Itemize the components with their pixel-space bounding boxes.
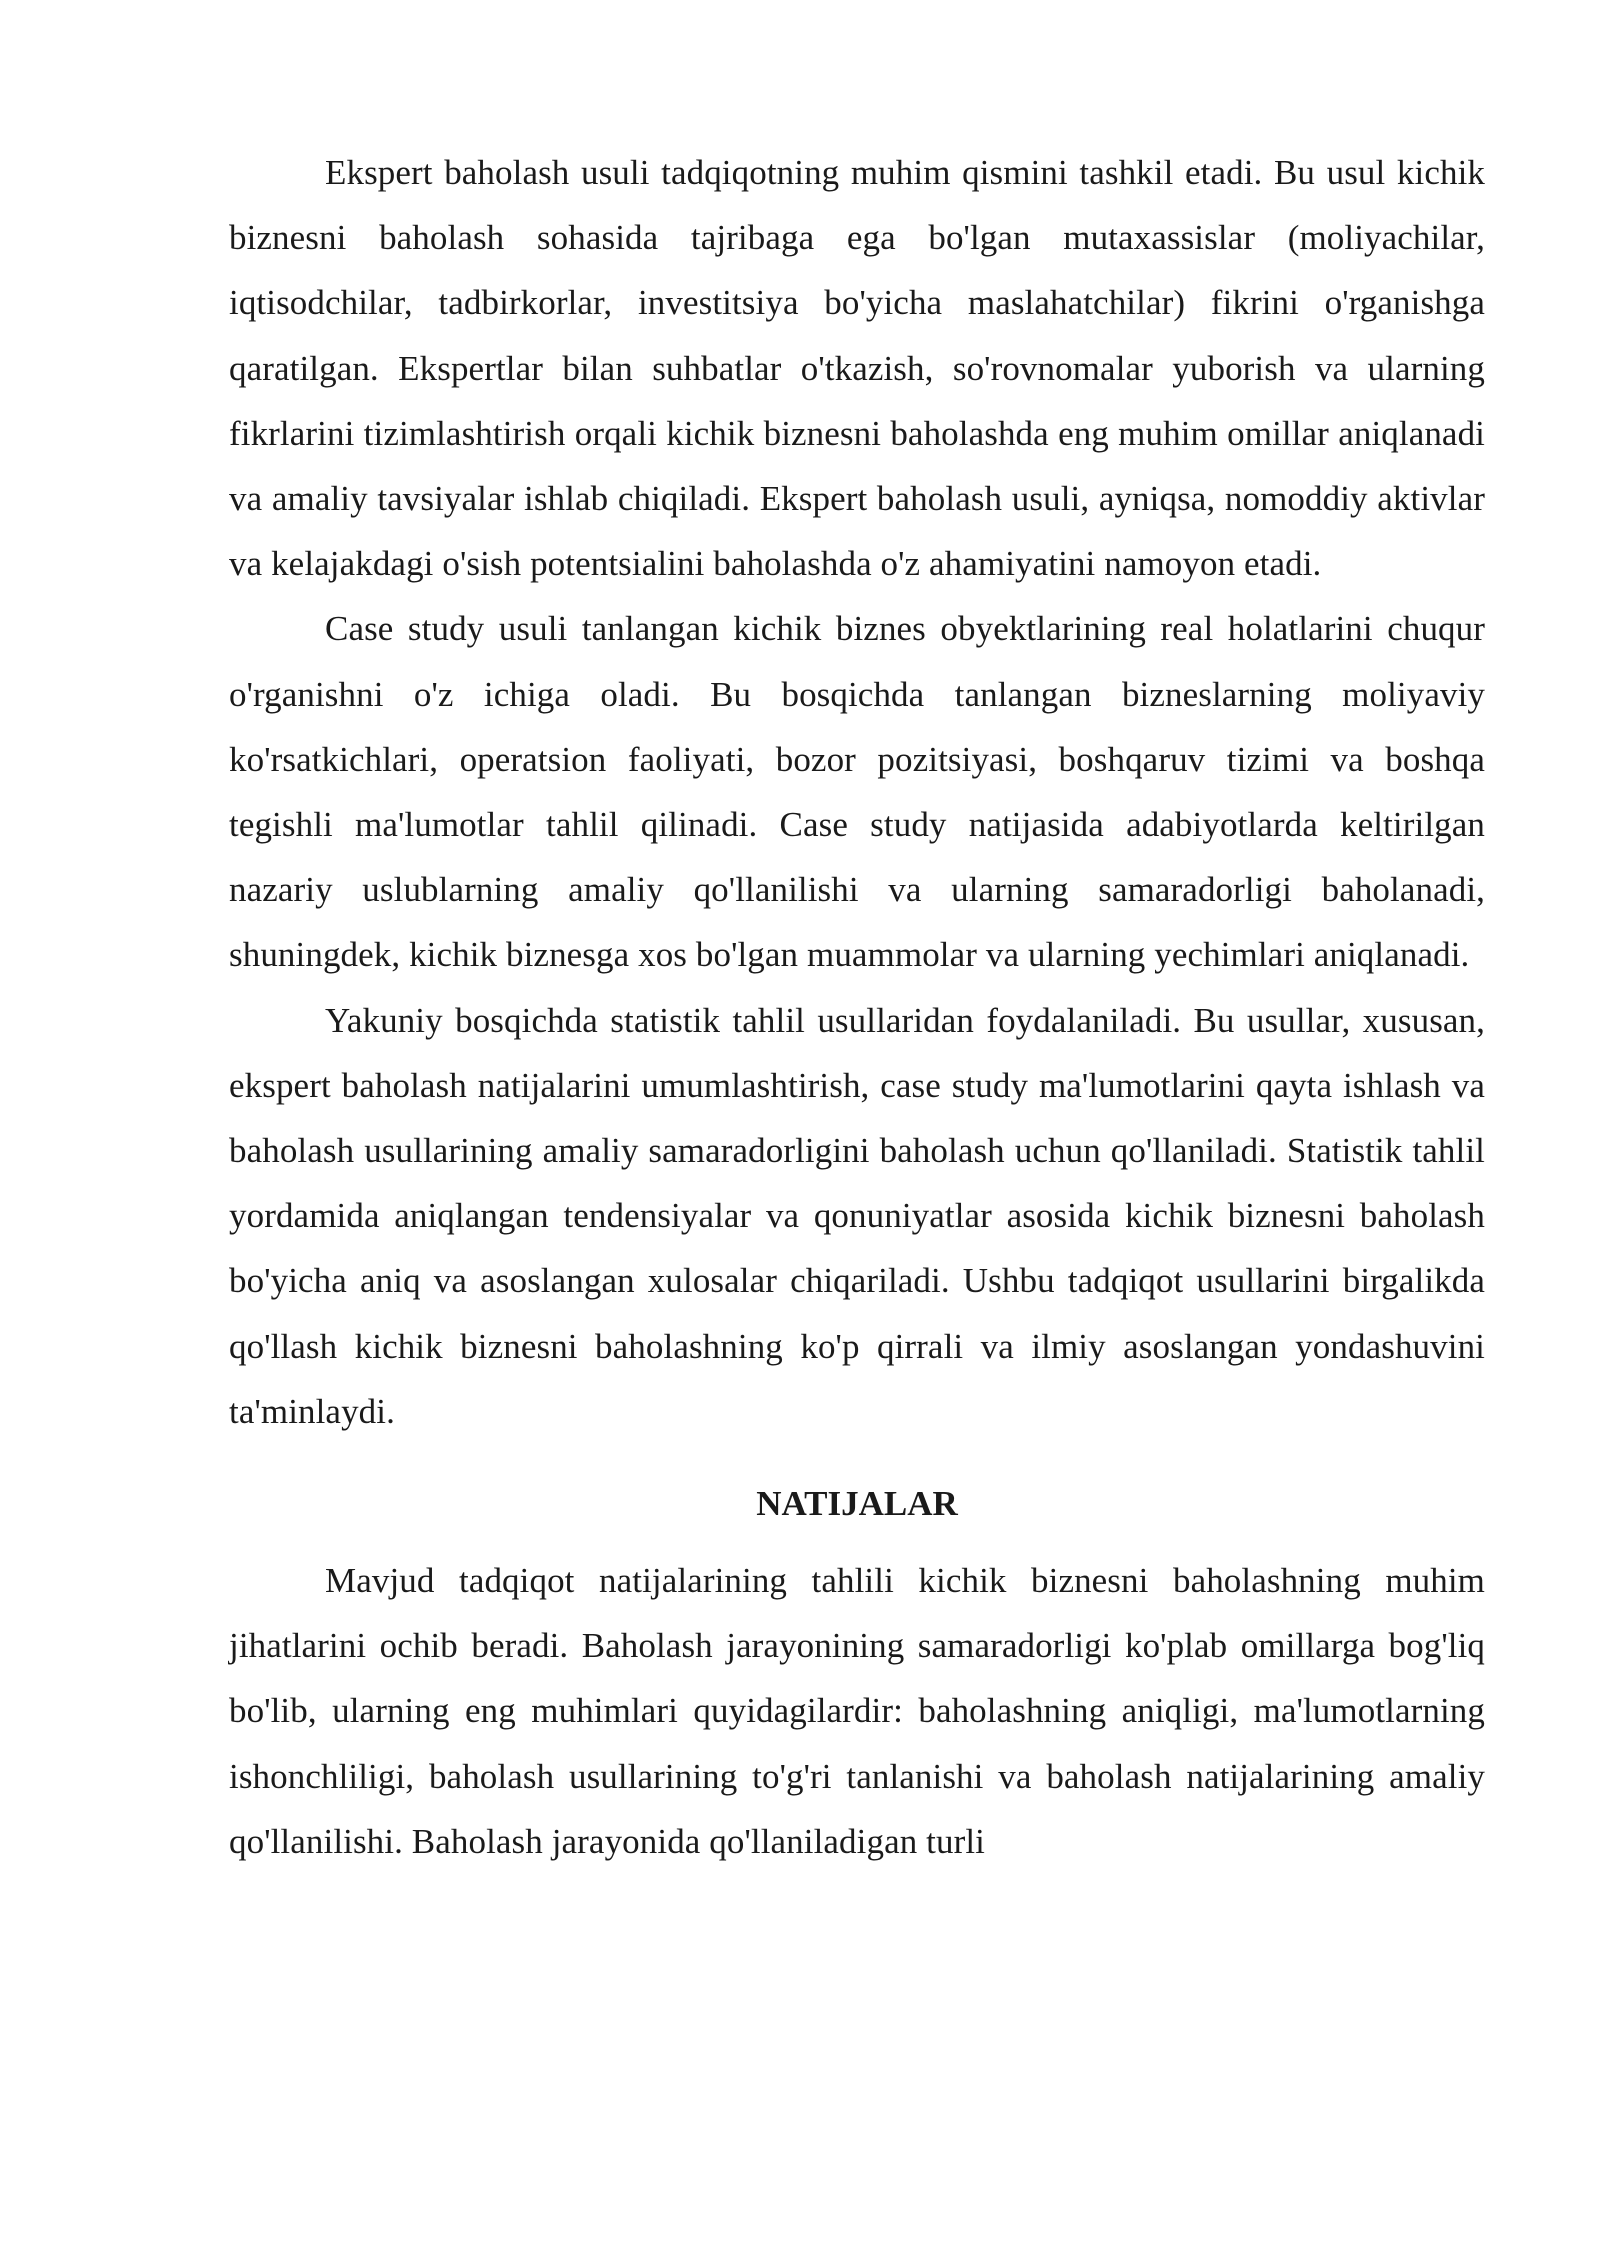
paragraph-statistical-analysis: Yakuniy bosqichda statistik tahlil usullaridan foydalaniladi. Bu usullar, xususan, ekspert baholash natijalarini umumlashtirish, case study ma'lumotlarini qayta ishlash va baholash usullarining amaliy samaradorligini baholash uchun qo'llaniladi. Statistik tahlil yordamida aniqlangan tendensiyalar va qonuniyatlar asosida kichik biznesni baholash bo'yicha aniq va asoslangan xulosalar chiqariladi. Ushbu tadqiqot usullarini birgalikda qo'llash kichik biznesni baholashning ko'p qirrali va ilmiy asoslangan yondashuvini ta'minlaydi. [229, 1000, 1485, 1431]
document-page [229, 140, 1485, 1874]
paragraph-results: Mavjud tadqiqot natijalarining tahlili kichik biznesni baholashning muhim jihatlarini ochib beradi. Baholash jarayonining samaradorligi ko'plab omillarga bog'liq bo'lib, ularning eng muhimlari quyidagilardir: baholashning aniqligi, ma'lumotlarning ishonchliligi, baholash usullarining to'g'ri tanlanishi va baholash natijalarining amaliy qo'llanilishi. Baholash jarayonida qo'llaniladigan turli [229, 1561, 1485, 1861]
section-heading-results: NATIJALAR [756, 1484, 958, 1524]
paragraph-expert-method: Ekspert baholash usuli tadqiqotning muhim qismini tashkil etadi. Bu usul kichik biznesni baholash sohasida tajribaga ega bo'lgan mutaxassislar (moliyachilar, iqtisodchilar, tadbirkorlar, investitsiya bo'yicha maslahatchilar) fikrini o'rganishga qaratilgan. Ekspertlar bilan suhbatlar o'tkazish, so'rovnomalar yuborish va ularning fikrlarini tizimlashtirish orqali kichik biznesni baholashda eng muhim omillar aniqlanadi va amaliy tavsiyalar ishlab chiqiladi. Ekspert baholash usuli, ayniqsa, nomoddiy aktivlar va kelajakdagi o'sish potentsialini baholashda o'z ahamiyatini namoyon etadi. [229, 153, 1485, 584]
paragraph-case-study: Case study usuli tanlangan kichik biznes obyektlarining real holatlarini chuqur o'rganishni o'z ichiga oladi. Bu bosqichda tanlangan bizneslarning moliyaviy ko'rsatkichlari, operatsion faoliyati, bozor pozitsiyasi, boshqaruv tizimi va boshqa tegishli ma'lumotlar tahlil qilinadi. Case study natijasida adabiyotlarda keltirilgan nazariy uslublarning amaliy qo'llanilishi va ularning samaradorligi baholanadi, shuningdek, kichik biznesga xos bo'lgan muammolar va ularning yechimlari aniqlanadi. [229, 609, 1485, 975]
